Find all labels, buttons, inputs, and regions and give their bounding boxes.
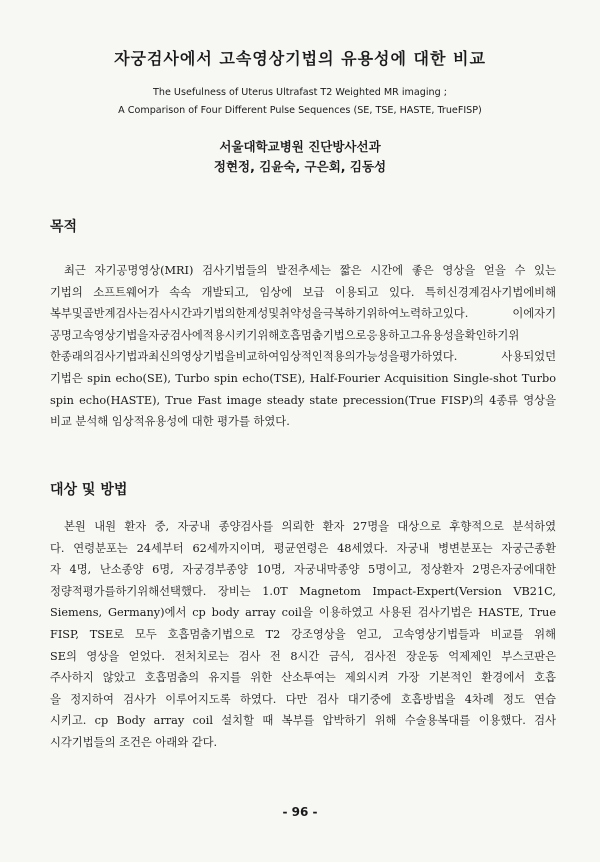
text-line: 다. 연령분포는 24세부터 62세까지이며, 평균연령은 48세였다. 자궁내 병변분포는 자궁근종환 — [50, 541, 556, 555]
text-line: SE의 영상을 얻었다. 전처치로는 검사 전 8시간 금식, 검사전 장운동 억제제인 부스코판은 — [50, 649, 556, 663]
text-line: spin echo(HASTE), True Fast image steady state precession(True FISP)의 4종류 영상을 — [50, 393, 556, 407]
text-line: 최근 자기공명영상(MRI) 검사기법들의 발전추세는 짧은 시간에 좋은 영상을 얻을 수 있는 — [64, 264, 556, 277]
authors: 정현정, 김윤숙, 구은회, 김동성 — [213, 159, 387, 174]
text-line: 시키고. cp Body array coil 설치할 때 복부를 압박하기 위해 수술용복대를 이용했다. 검사 — [50, 714, 556, 728]
text-line: Siemens, Germany)에서 cp body array coil을 이용하였고 사용된 검사기법은 HASTE, True — [50, 606, 556, 620]
text-line: 주사하지 않았고 호흡멈춤의 유지를 위한 산소투여는 제외시켜 가장 기본적인 환경에서 호흡 — [50, 671, 556, 685]
text-line: FISP, TSE로 모두 호흡멈춤기법으로 T2 강조영상을 얻고, 고속영상기법들과 비교를 위해 — [50, 627, 556, 641]
section-heading-purpose: 목적 — [50, 219, 78, 235]
text-line: 기법의 소프트웨어가 속속 개발되고, 임상에 보급 이용되고 있다. 특히신경계검사기법에비해 — [50, 285, 556, 299]
affiliation: 서울대학교병원 진단방사선과 — [219, 139, 381, 154]
english-title-line-1: The Usefulness of Uterus Ultrafast T2 Weighted MR imaging ; — [153, 87, 447, 98]
section-heading-methods: 대상 및 방법 — [50, 482, 128, 498]
section-body-purpose — [50, 260, 556, 433]
text-line: 기법은 spin echo(SE), Turbo spin echo(TSE), Half-Fourier Acquisition Single-shot Turbo — [50, 371, 556, 385]
text-line: 본원 내원 환자 중, 자궁내 종양검사를 의뢰한 환자 27명을 대상으로 후향적으로 분석하였 — [64, 520, 556, 533]
text-line: 복부및골반계검사는검사시간과기법의한계성및취약성을극복하기위하여노력하고있다. 이에자기 — [50, 307, 556, 321]
text-line: 비교 분석해 임상적유용성에 대한 평가를 하였다. — [50, 415, 290, 429]
section-body-methods — [50, 516, 556, 754]
text-line: 한종래의검사기법과최신의영상기법을비교하여임상적인적용의가능성을평가하였다. 사용되었던 — [50, 350, 556, 364]
paper-title: 자궁검사에서 고속영상기법의 유용성에 대한 비교 — [114, 49, 486, 68]
text-line: 공명고속영상기법을자궁검사에적용시키기위해호흡멈춤기법으로응용하고그유용성을확인하기위 — [50, 328, 520, 342]
text-line: 을 정지하여 검사가 이루어지도록 하였다. 다만 검사 대기중에 호흡방법을 4차례 정도 연습 — [50, 692, 556, 706]
english-title-line-2: A Comparison of Four Different Pulse Sequences (SE, TSE, HASTE, TrueFISP) — [118, 105, 482, 116]
text-line: 자 4명, 난소종양 6명, 자궁경부종양 10명, 자궁내막종양 5명이고, 정상환자 2명은자궁에대한 — [50, 563, 556, 577]
page-number: - 96 - — [282, 805, 318, 819]
text-line: 정량적평가를하기위해선택했다. 장비는 1.0T Magnetom Impact-Expert(Version VB21C, — [50, 584, 556, 598]
text-line: 시각기법들의 조건은 아래와 같다. — [50, 735, 218, 749]
